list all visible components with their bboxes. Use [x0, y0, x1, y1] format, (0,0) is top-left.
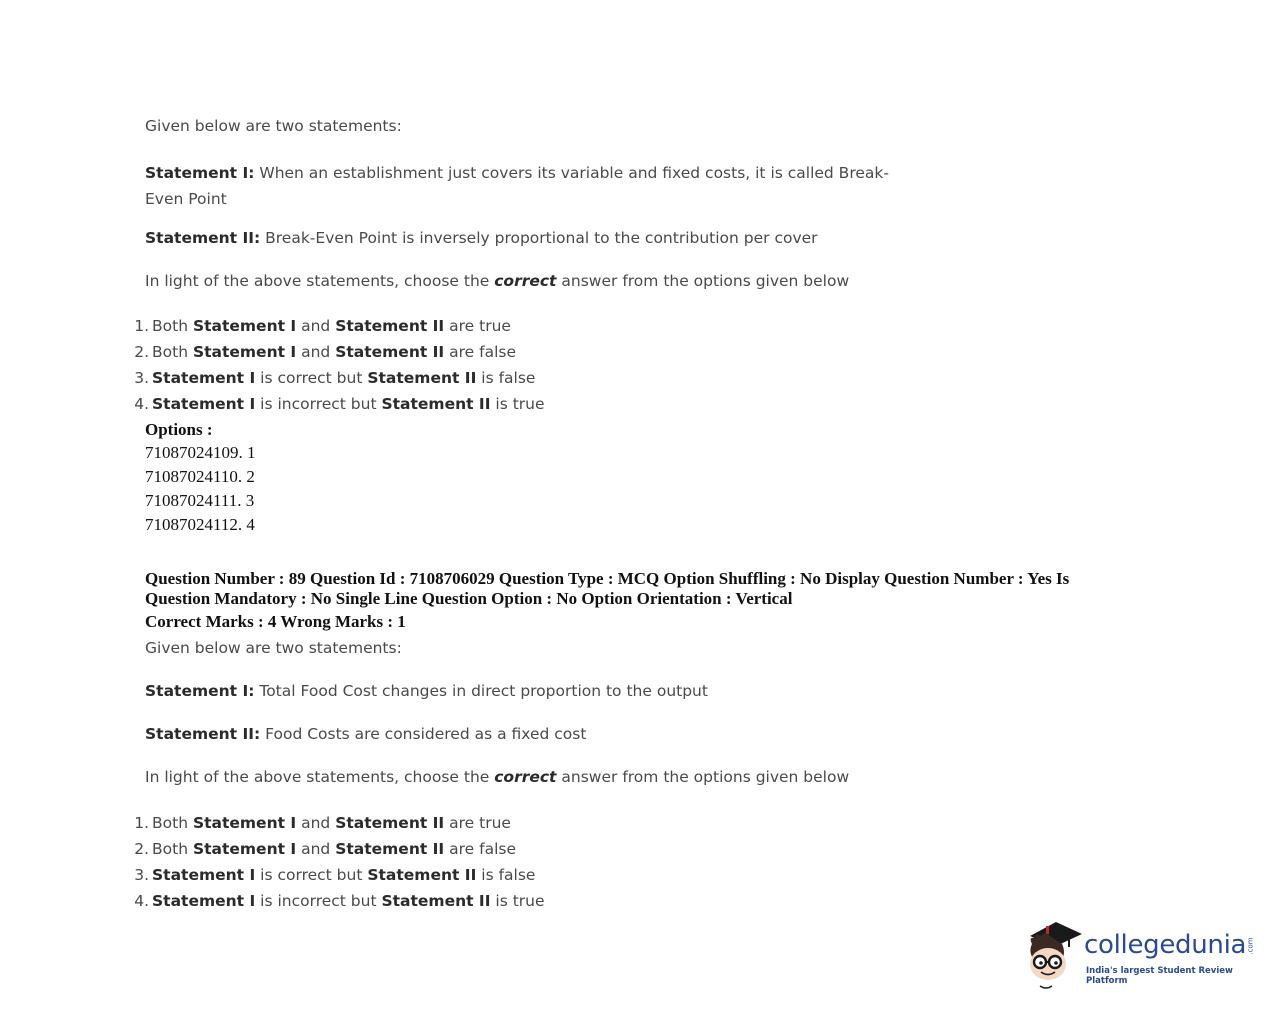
q1-prompt — [145, 272, 849, 290]
q1-option-code: 71087024112. 4 — [145, 515, 255, 534]
mascot-icon — [1022, 916, 1084, 990]
logo-wordmark: collegedunia — [1084, 930, 1247, 960]
q2-prompt-keyword: correct — [494, 768, 557, 786]
q2-metadata — [145, 569, 1069, 609]
q1-option-code: 71087024111. 3 — [145, 491, 255, 510]
q1-choice-list — [128, 313, 545, 417]
q1-option-codes — [145, 441, 256, 537]
q1-statement-1-text: When an establishment just covers its variable and fixed costs, it is called Break- — [254, 164, 889, 182]
q1-intro: Given below are two statements: — [145, 117, 402, 135]
logo-tagline: India's largest Student Review Platform — [1086, 966, 1233, 986]
logo-domain-suffix: .com — [1246, 937, 1255, 955]
q1-choice: 4. Statement I is incorrect but Statement II is true — [134, 395, 545, 413]
q2-choice: 1. Both Statement I and Statement II are true — [134, 814, 511, 832]
q1-choice: 1. Both Statement I and Statement II are true — [134, 317, 511, 335]
q2-prompt-text-end: answer from the options given below — [556, 768, 850, 786]
q2-statement-1-label: Statement I: — [145, 682, 255, 700]
q1-option-code: 71087024109. 1 — [145, 443, 256, 462]
q2-marks: Correct Marks : 4 Wrong Marks : 1 — [145, 612, 406, 631]
q1-prompt-text: In light of the above statements, choose the — [145, 272, 495, 290]
q1-statement-1-label: Statement I: — [145, 164, 255, 182]
q1-statement-2 — [145, 229, 818, 247]
q2-metadata-line: Question Number : 89 Question Id : 7108706029 Question Type : MCQ Option Shuffling : No Display Question Number : Yes Is — [145, 569, 1070, 588]
q2-choice: 3. Statement I is correct but Statement II is false — [134, 866, 536, 884]
q1-statement-1 — [145, 160, 889, 212]
q2-choice: 2. Both Statement I and Statement II are false — [134, 840, 516, 858]
q1-choice: 2. Both Statement I and Statement II are false — [134, 343, 516, 361]
q2-statement-2-label: Statement II: — [145, 725, 261, 743]
q2-statement-1-text: Total Food Cost changes in direct proportion to the output — [254, 682, 708, 700]
q2-choice-list — [128, 810, 545, 914]
q1-prompt-text-end: answer from the options given below — [556, 272, 850, 290]
q1-choice: 3. Statement I is correct but Statement II is false — [134, 369, 536, 387]
q2-metadata-line: Question Mandatory : No Single Line Question Option : No Option Orientation : Vertical — [145, 589, 793, 608]
q1-option-code: 71087024110. 2 — [145, 467, 255, 486]
q2-statement-2-text: Food Costs are considered as a fixed cost — [260, 725, 587, 743]
q1-options-label: Options : — [145, 420, 213, 439]
q2-intro: Given below are two statements: — [145, 639, 402, 657]
q1-prompt-keyword: correct — [494, 272, 557, 290]
q2-statement-1 — [145, 682, 708, 700]
q2-prompt-text: In light of the above statements, choose the — [145, 768, 495, 786]
q2-statement-2 — [145, 725, 586, 743]
q2-prompt — [145, 768, 849, 786]
q1-statement-1-text-cont: Even Point — [145, 190, 227, 208]
q2-choice: 4. Statement I is incorrect but Statement II is true — [134, 892, 545, 910]
q1-statement-2-text: Break-Even Point is inversely proportional to the contribution per cover — [260, 229, 818, 247]
q1-statement-2-label: Statement II: — [145, 229, 261, 247]
collegedunia-logo[interactable] — [1022, 916, 1262, 994]
